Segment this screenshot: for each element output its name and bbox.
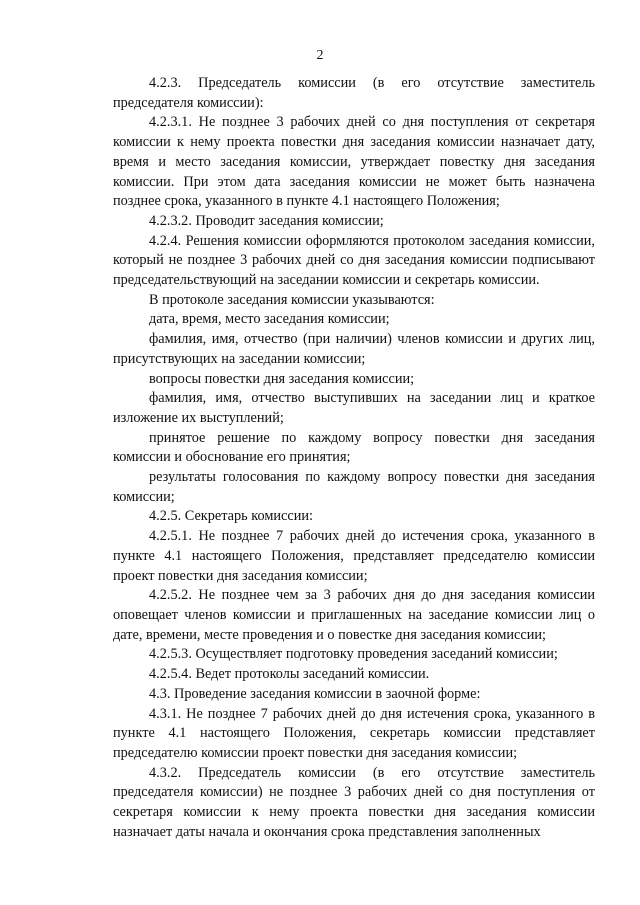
protocol-list-item: фамилия, имя, отчество выступивших на заседании лиц и краткое изложение их выступлений; [113,390,595,426]
paragraph-4-2-3-1: 4.2.3.1. Не позднее 3 рабочих дней со дня поступления от секретаря комиссии к нему проекта повестки дня заседания комиссии назначает дату, время и место заседания комиссии, утверждает повестку дня заседания комиссии. При этом дата заседания комиссии не может быть назначена позднее срока, указанного в пункте 4.1 настоящего Положения; [113,114,595,210]
document-body [113,74,595,842]
paragraph-4-2-5: 4.2.5. Секретарь комиссии: [149,508,314,525]
paragraph-4-2-3-2: 4.2.3.2. Проводит заседания комиссии; [149,212,384,229]
paragraph-4-2-5-2: 4.2.5.2. Не позднее чем за 3 рабочих дня до дня заседания комиссии оповещает членов комиссии и приглашенных на заседание комиссии лиц о дате, времени, месте проведения и о повестке дня заседания комиссии; [113,587,595,643]
paragraph-4-2-4: 4.2.4. Решения комиссии оформляются протоколом заседания комиссии, который не позднее 3 рабочих дней со дня заседания комиссии подписывают председательствующий на заседании комиссии и секретарь комиссии. [113,232,595,289]
protocol-list-intro: В протоколе заседания комиссии указываются: [149,291,435,308]
paragraph-4-2-5-1: 4.2.5.1. Не позднее 7 рабочих дней до истечения срока, указанного в пункте 4.1 настоящего Положения, представляет председателю комиссии проект повестки дня заседания комиссии; [113,528,595,584]
paragraph-4-3-2: 4.3.2. Председатель комиссии (в его отсутствие заместитель председателя комиссии) не позднее 3 рабочих дней со дня поступления от секретаря комиссии к нему проекта повестки дня заседания комиссии назначает даты начала и окончания срока представления заполненных [113,764,595,840]
protocol-list-item: фамилия, имя, отчество (при наличии) членов комиссии и других лиц, присутствующих на заседании комиссии; [113,331,595,367]
paragraph-4-3: 4.3. Проведение заседания комиссии в заочной форме: [149,685,481,702]
protocol-list-item: принятое решение по каждому вопросу повестки дня заседания комиссии и обоснование его принятия; [113,429,595,466]
paragraph-4-2-3: 4.2.3. Председатель комиссии (в его отсутствие заместитель председателя комиссии): [113,75,595,111]
paragraph-4-2-5-3: 4.2.5.3. Осуществляет подготовку проведения заседаний комиссии; [149,646,558,663]
protocol-list-item: результаты голосования по каждому вопросу повестки дня заседания комиссии; [113,469,595,505]
paragraph-4-3-1: 4.3.1. Не позднее 7 рабочих дней до дня истечения срока, указанного в пункте 4.1 настоящего Положения, секретарь комиссии представляет председателю комиссии проект повестки дня заседания комиссии; [113,705,595,761]
protocol-list-item: дата, время, место заседания комиссии; [149,311,390,328]
paragraph-4-2-5-4: 4.2.5.4. Ведет протоколы заседаний комиссии. [149,666,430,683]
protocol-list-item: вопросы повестки дня заседания комиссии; [149,370,415,387]
page-number: 2 [316,48,324,63]
